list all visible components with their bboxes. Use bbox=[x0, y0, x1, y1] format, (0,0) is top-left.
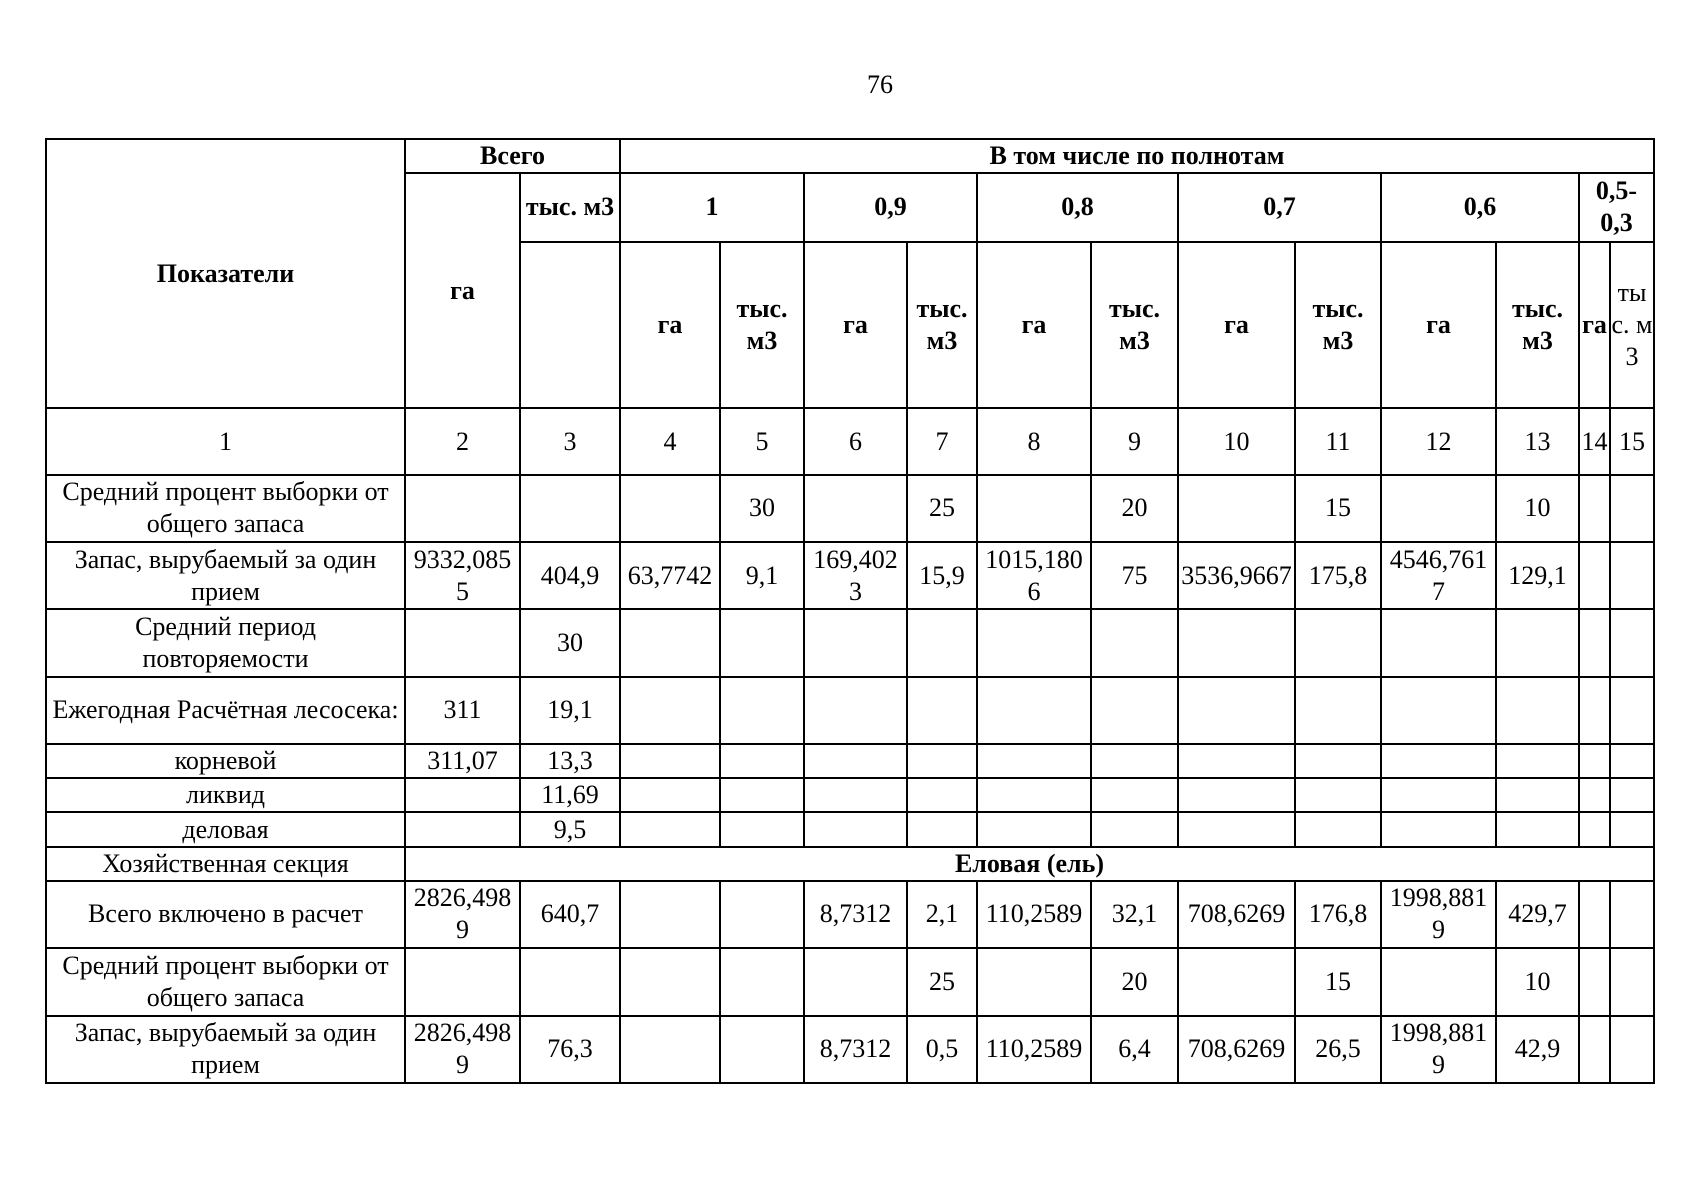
table-cell bbox=[1178, 475, 1295, 542]
table-cell bbox=[1579, 609, 1610, 676]
table-cell: 32,1 bbox=[1091, 881, 1178, 948]
table-cell: 8,7312 bbox=[804, 881, 907, 948]
table-cell bbox=[1091, 677, 1178, 744]
table-cell bbox=[1091, 744, 1178, 778]
table-cell: 708,6269 bbox=[1178, 881, 1295, 948]
table-cell: 708,6269 bbox=[1178, 1016, 1295, 1084]
table-cell bbox=[977, 677, 1091, 744]
table-cell bbox=[1579, 812, 1610, 846]
table-cell bbox=[1610, 948, 1654, 1015]
table-cell bbox=[1178, 948, 1295, 1015]
table-cell bbox=[1610, 609, 1654, 676]
table-cell bbox=[977, 948, 1091, 1015]
table-cell bbox=[720, 677, 804, 744]
section-row bbox=[46, 847, 1654, 881]
table-cell: 311,07 bbox=[405, 744, 520, 778]
table-cell: 2826,4989 bbox=[405, 881, 520, 948]
table-cell bbox=[1579, 677, 1610, 744]
table-cell bbox=[1381, 778, 1496, 812]
column-number: 2 bbox=[405, 408, 520, 474]
header-density-0-9: 0,9 bbox=[804, 173, 977, 241]
table-cell bbox=[405, 778, 520, 812]
table-cell bbox=[804, 812, 907, 846]
table-cell bbox=[720, 1016, 804, 1084]
table-cell: 19,1 bbox=[520, 677, 620, 744]
header-m3: тыс. м3 bbox=[1610, 242, 1654, 409]
table-cell: 13,3 bbox=[520, 744, 620, 778]
table-cell: 11,69 bbox=[520, 778, 620, 812]
header-m3: тыс. м3 bbox=[1496, 242, 1579, 409]
header-by-density: В том числе по полнотам bbox=[620, 139, 1654, 173]
table-cell bbox=[1579, 778, 1610, 812]
table-cell bbox=[1381, 948, 1496, 1015]
row-label: Запас, вырубаемый за один прием bbox=[46, 1016, 405, 1084]
table-cell bbox=[1178, 609, 1295, 676]
table-cell: 1998,8819 bbox=[1381, 1016, 1496, 1084]
table-cell bbox=[1579, 542, 1610, 609]
table-cell bbox=[720, 881, 804, 948]
table-row bbox=[46, 812, 1654, 846]
header-total-m3: тыс. м3 bbox=[520, 173, 620, 241]
table-cell bbox=[1610, 677, 1654, 744]
table-cell: 169,4023 bbox=[804, 542, 907, 609]
table-cell: 26,5 bbox=[1295, 1016, 1381, 1084]
table-cell: 175,8 bbox=[1295, 542, 1381, 609]
table-cell bbox=[1178, 744, 1295, 778]
table-cell bbox=[520, 948, 620, 1015]
column-number: 13 bbox=[1496, 408, 1579, 474]
table-cell bbox=[1178, 778, 1295, 812]
table-cell bbox=[1295, 677, 1381, 744]
table-cell: 404,9 bbox=[520, 542, 620, 609]
column-number: 12 bbox=[1381, 408, 1496, 474]
table-cell bbox=[720, 812, 804, 846]
table-cell bbox=[720, 609, 804, 676]
table-cell bbox=[1091, 812, 1178, 846]
table-cell: 176,8 bbox=[1295, 881, 1381, 948]
header-indicators: Показатели bbox=[46, 139, 405, 408]
row-label: Средний процент выборки от общего запаса bbox=[46, 475, 405, 542]
table-cell bbox=[907, 812, 977, 846]
header-ha: га bbox=[1381, 242, 1496, 409]
table-cell bbox=[1381, 475, 1496, 542]
table-cell bbox=[804, 609, 907, 676]
header-total-ha: га bbox=[405, 173, 520, 408]
column-number: 1 bbox=[46, 408, 405, 474]
table-cell bbox=[977, 778, 1091, 812]
table-cell bbox=[1610, 881, 1654, 948]
table-cell: 20 bbox=[1091, 948, 1178, 1015]
table-cell bbox=[804, 475, 907, 542]
table-cell bbox=[1381, 744, 1496, 778]
table-cell bbox=[1579, 475, 1610, 542]
column-number: 7 bbox=[907, 408, 977, 474]
column-number: 8 bbox=[977, 408, 1091, 474]
table-cell: 1015,1806 bbox=[977, 542, 1091, 609]
table-cell: 20 bbox=[1091, 475, 1178, 542]
table-cell bbox=[405, 609, 520, 676]
table-cell: 129,1 bbox=[1496, 542, 1579, 609]
column-number: 3 bbox=[520, 408, 620, 474]
table-cell bbox=[1295, 609, 1381, 676]
table-cell: 30 bbox=[720, 475, 804, 542]
table-cell bbox=[1295, 744, 1381, 778]
table-cell: 9,5 bbox=[520, 812, 620, 846]
column-number: 9 bbox=[1091, 408, 1178, 474]
row-label: Всего включено в расчет bbox=[46, 881, 405, 948]
table-cell: 640,7 bbox=[520, 881, 620, 948]
table-cell bbox=[1496, 744, 1579, 778]
table-cell: 42,9 bbox=[1496, 1016, 1579, 1084]
header-ha: га bbox=[1178, 242, 1295, 409]
table-row bbox=[46, 609, 1654, 676]
table-cell bbox=[620, 1016, 720, 1084]
table-cell: 15,9 bbox=[907, 542, 977, 609]
table-cell: 9332,0855 bbox=[405, 542, 520, 609]
column-number: 11 bbox=[1295, 408, 1381, 474]
table-cell bbox=[620, 609, 720, 676]
column-number: 4 bbox=[620, 408, 720, 474]
table-cell bbox=[1610, 1016, 1654, 1084]
table-cell: 4546,7617 bbox=[1381, 542, 1496, 609]
row-label: Средний процент выборки от общего запаса bbox=[46, 948, 405, 1015]
table-cell bbox=[1381, 812, 1496, 846]
table-cell bbox=[620, 475, 720, 542]
table-cell: 8,7312 bbox=[804, 1016, 907, 1084]
table-cell bbox=[977, 812, 1091, 846]
table-cell bbox=[1381, 677, 1496, 744]
header-total-m3-blank bbox=[520, 242, 620, 409]
header-ha: га bbox=[620, 242, 720, 409]
row-label: деловая bbox=[46, 812, 405, 846]
table-row bbox=[46, 881, 1654, 948]
column-number: 6 bbox=[804, 408, 907, 474]
table-cell bbox=[804, 677, 907, 744]
header-m3: тыс. м3 bbox=[720, 242, 804, 409]
table-cell: 110,2589 bbox=[977, 881, 1091, 948]
table-cell bbox=[977, 609, 1091, 676]
table-cell bbox=[1579, 1016, 1610, 1084]
table-cell bbox=[907, 778, 977, 812]
table-cell: 2,1 bbox=[907, 881, 977, 948]
table-cell bbox=[977, 475, 1091, 542]
table-cell bbox=[1381, 609, 1496, 676]
table-cell bbox=[620, 948, 720, 1015]
table-cell bbox=[620, 677, 720, 744]
header-m3: тыс. м3 bbox=[907, 242, 977, 409]
table-cell bbox=[977, 744, 1091, 778]
table-cell bbox=[1610, 475, 1654, 542]
table-cell: 76,3 bbox=[520, 1016, 620, 1084]
table-row bbox=[46, 948, 1654, 1015]
table-cell bbox=[907, 744, 977, 778]
table-cell: 15 bbox=[1295, 475, 1381, 542]
table-row bbox=[46, 475, 1654, 542]
table-row bbox=[46, 1016, 1654, 1084]
table-cell: 15 bbox=[1295, 948, 1381, 1015]
table-cell bbox=[620, 881, 720, 948]
header-total: Всего bbox=[405, 139, 620, 173]
header-ha: га bbox=[977, 242, 1091, 409]
row-label: ликвид bbox=[46, 778, 405, 812]
table-cell bbox=[1295, 812, 1381, 846]
table-cell bbox=[1091, 778, 1178, 812]
table-row bbox=[46, 677, 1654, 744]
table-cell bbox=[405, 812, 520, 846]
header-density-1: 1 bbox=[620, 173, 804, 241]
column-number: 5 bbox=[720, 408, 804, 474]
column-number: 10 bbox=[1178, 408, 1295, 474]
row-label: Средний период повторяемости bbox=[46, 609, 405, 676]
table-cell bbox=[1579, 948, 1610, 1015]
header-ha: га bbox=[804, 242, 907, 409]
table-cell bbox=[1496, 677, 1579, 744]
table-cell bbox=[907, 609, 977, 676]
table-cell bbox=[1610, 542, 1654, 609]
table-cell bbox=[405, 475, 520, 542]
row-label: корневой bbox=[46, 744, 405, 778]
table-cell bbox=[1610, 778, 1654, 812]
table-cell bbox=[1610, 812, 1654, 846]
header-m3: тыс. м3 bbox=[1091, 242, 1178, 409]
table-cell: 6,4 bbox=[1091, 1016, 1178, 1084]
table-cell bbox=[620, 812, 720, 846]
table-cell: 429,7 bbox=[1496, 881, 1579, 948]
table-cell bbox=[720, 948, 804, 1015]
table-cell bbox=[804, 778, 907, 812]
page-number: 76 bbox=[867, 70, 893, 99]
table-cell: 25 bbox=[907, 948, 977, 1015]
column-number: 15 bbox=[1610, 408, 1654, 474]
table-cell bbox=[1579, 744, 1610, 778]
table-cell bbox=[620, 778, 720, 812]
table-cell bbox=[520, 475, 620, 542]
table-cell bbox=[1579, 881, 1610, 948]
table-cell bbox=[620, 744, 720, 778]
table-cell bbox=[720, 744, 804, 778]
column-number: 14 bbox=[1579, 408, 1610, 474]
table-cell: 30 bbox=[520, 609, 620, 676]
table-cell bbox=[1295, 778, 1381, 812]
table-cell bbox=[1496, 812, 1579, 846]
header-density-0-6: 0,6 bbox=[1381, 173, 1579, 241]
table-cell bbox=[1091, 609, 1178, 676]
table-cell bbox=[1178, 677, 1295, 744]
table-cell bbox=[1496, 609, 1579, 676]
header-density-0-8: 0,8 bbox=[977, 173, 1178, 241]
table-cell bbox=[804, 948, 907, 1015]
table-cell: 311 bbox=[405, 677, 520, 744]
table-cell bbox=[720, 778, 804, 812]
table-cell: 1998,8819 bbox=[1381, 881, 1496, 948]
allowable-cut-table bbox=[45, 138, 1655, 1084]
row-label: Ежегодная Расчётная лесосека: bbox=[46, 677, 405, 744]
table-cell bbox=[804, 744, 907, 778]
table-cell bbox=[405, 948, 520, 1015]
table-cell bbox=[1178, 812, 1295, 846]
table-cell: 75 bbox=[1091, 542, 1178, 609]
table-cell: 63,7742 bbox=[620, 542, 720, 609]
table-cell: 9,1 bbox=[720, 542, 804, 609]
section-value: Еловая (ель) bbox=[405, 847, 1654, 881]
table-cell: 0,5 bbox=[907, 1016, 977, 1084]
table-cell bbox=[907, 677, 977, 744]
row-label: Запас, вырубаемый за один прием bbox=[46, 542, 405, 609]
table-cell: 3536,9667 bbox=[1178, 542, 1295, 609]
table-cell: 110,2589 bbox=[977, 1016, 1091, 1084]
table-row bbox=[46, 744, 1654, 778]
table-cell bbox=[1496, 778, 1579, 812]
table-row bbox=[46, 542, 1654, 609]
table-cell: 2826,4989 bbox=[405, 1016, 520, 1084]
header-ha: га bbox=[1579, 242, 1610, 409]
table-row bbox=[46, 778, 1654, 812]
table-cell: 25 bbox=[907, 475, 977, 542]
header-density-0-5-0-3: 0,5-0,3 bbox=[1579, 173, 1654, 241]
table-cell: 10 bbox=[1496, 948, 1579, 1015]
header-m3: тыс. м3 bbox=[1295, 242, 1381, 409]
table-cell bbox=[1610, 744, 1654, 778]
section-label: Хозяйственная секция bbox=[46, 847, 405, 881]
header-density-0-7: 0,7 bbox=[1178, 173, 1381, 241]
table-cell: 10 bbox=[1496, 475, 1579, 542]
